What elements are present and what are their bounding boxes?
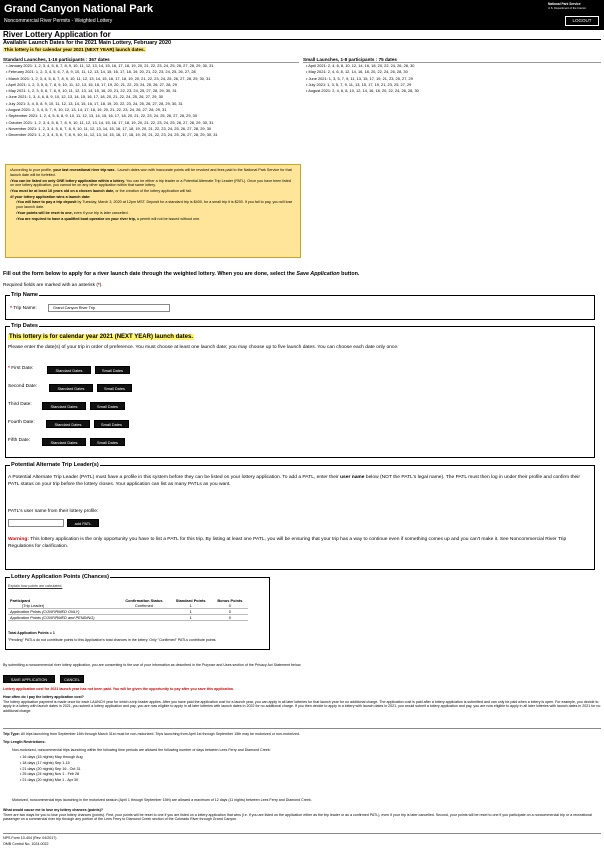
header-bar (0, 0, 604, 30)
trip-dates-legend: Trip Dates (11, 323, 39, 329)
list-item: • May 2021: 1, 2, 3, 5, 6, 7, 8, 9, 10, 11, 12, 13, 14, 15, 16, 20, 21, 22, 23, 24, 25, 27, 28, 29, 30, 31 (6, 88, 300, 94)
total-points: Total Application Points = 1 (8, 631, 55, 635)
small-dates-list (306, 63, 600, 94)
list-item: • November 2021: 1, 2, 3, 4, 5, 6, 7, 8, 9, 10, 11, 12, 13, 14, 15, 16, 17, 18, 19, 20, 21, 22, 23, 24, 25, 26, 27, 28, 29, 30 (6, 126, 300, 132)
standard-launches-heading: Standard Launches, 1-16 participants : 367 dates (3, 57, 299, 63)
third-standard-dates-button[interactable]: Standard Dates (42, 402, 86, 410)
patl-instructions: A Potential Alternate Trip Leader (PATL) must have a profile in this system before they can be listed on your lottery application. To add a PATL, enter their user name below (NOT the PATL's legal name). The PATL must then log in under their profile and confirm their PATL status on your trip before the lottery closes. Your application can list as many PATLs as you want. (8, 475, 580, 488)
notice-age: • You must be at least 18 years old on a chosen launch date, or the creation of the lottery application will fail. (10, 189, 296, 194)
small-launches-heading: Small Launches, 1-8 participants : 75 dates (303, 57, 601, 63)
table-row: Application Points (CONFIRMED and PENDING) 1 0 (8, 615, 248, 621)
first-date-label: * First Date: (8, 366, 34, 371)
list-item: • September 2021: 1, 2, 4, 5, 6, 8, 9, 10, 11, 12, 13, 14, 15, 16, 17, 18, 20, 21, 22, 23, 24, 25, 26, 27, 28, 29, 30 (6, 113, 300, 119)
nps-dept: U.S. Department of the Interior (548, 5, 587, 10)
pending-note: "Pending" PATLs do not contribute points to this Application's total chances in the lottery. Only "Confirmed" PATLs contribute points. (8, 638, 217, 642)
cancel-button[interactable]: CANCEL (60, 675, 84, 683)
notice-box (5, 164, 301, 258)
list-item: • July 2021: 1, 3, 5, 7, 9, 11, 13, 15, 17, 19, 21, 23, 25, 27, 29 (306, 82, 600, 88)
table-row: Application Points (CONFIRMED ONLY) 1 0 (8, 609, 248, 615)
logout-button[interactable]: LOGOUT (565, 16, 599, 26)
lose-answer: There are two ways for you to lose your lottery chances (points). First, your points will be reset to one if you are listed on a lottery application that wins (i.e. if you are listed on the application either as the trip leader or as a confirmed PATL), even if your trip is later cancelled. Second, your points will be reset to one if you participate on a noncommercial trip or a recreational passenger on a commercial river trip through any portion of the Lees Ferry to Diamond Creek section of the Colorado River through Grand Canyon. (3, 813, 592, 822)
form-instructions: Fill out the form below to apply for a river launch date through the weighted lottery. When you are done, select the Save Application button. (3, 271, 360, 277)
page-title: River Lottery Application for (3, 30, 111, 39)
points-table (8, 597, 248, 621)
header-confirmation: Confirmation Status (125, 597, 163, 603)
list-item: • 16 days (15 nights) May through Aug (20, 755, 83, 761)
divider (3, 728, 601, 729)
list-item: • March 2021: 1, 2, 3, 4, 5, 6, 7, 8, 9, 10, 11, 12, 13, 14, 15, 16, 17, 18, 19, 20, 21, 22, 23, 24, 25, 26, 27, 28, 29, 30, 31 (6, 76, 300, 82)
fifth-date-label: Fifth Date: (8, 438, 31, 443)
second-small-dates-button[interactable]: Small Dates (97, 384, 132, 392)
standard-dates-list (6, 63, 300, 139)
list-item: • April 2021: 1, 2, 3, 5, 6, 7, 8, 9, 10, 11, 12, 13, 15, 16, 17, 19, 20, 21, 22, 23, 24, 25, 26, 27, 28, 29 (6, 82, 300, 88)
required-note: Required fields are marked with an asterisk (*). (3, 283, 103, 288)
privacy-consent: By submitting a noncommercial river lottery application, you are consenting to the use of your information as described in the Purpose and Uses section of the Privacy Act Statement below. (3, 663, 302, 667)
notice-win: • If your lottery application wins a launch date: • You will have to pay a trip deposit by Tuesday, March 3, 2020 at 12pm MST. Deposit for a standard trip is $400, for a small trip it is $200. If you fail to pay, you will lose your launch date. • Your points will be reset to one, even if your trip is later cancelled. • You are required to have a qualified boat operator on your river trip, a permit will not be issued without one. (10, 195, 296, 221)
patl-legend: Potential Alternate Trip Leader(s) (11, 462, 99, 468)
list-item: • June 2021: 1, 3, 4, 6, 8, 9, 10, 12, 13, 14, 15, 16, 17, 18, 20, 21, 22, 24, 25, 26, 27, 29, 30 (6, 94, 300, 100)
second-standard-dates-button[interactable]: Standard Dates (49, 384, 93, 392)
first-small-dates-button[interactable]: Small Dates (95, 366, 130, 374)
fifth-standard-dates-button[interactable]: Standard Dates (42, 438, 86, 446)
trip-type: Trip Type: All trips launching from September 16th through March 31st must be non-motorized. Trips launching from April 1st through September 15th may be motorized or non-motorized. (3, 732, 300, 736)
third-date-label: Third Date: (8, 402, 32, 407)
notice-boat-operator: • You are required to have a qualified boat operator on your river trip, a permit will not be issued without one. (16, 217, 296, 222)
trip-length-heading: Trip Length Restrictions: (3, 740, 46, 744)
trip-dates-lottery-note: This lottery is for calendar year 2021 (NEXT YEAR) launch dates. (9, 334, 193, 340)
notice-points-reset: • Your points will be reset to one, even if your trip is later cancelled. (16, 211, 296, 216)
second-date-label: Second Date: (8, 384, 38, 389)
header-standard-points: Standard Points (175, 597, 206, 603)
form-number: NPS Form 10-404 (Rev. 04/2017) (3, 836, 57, 840)
points-legend: Lottery Application Points (Chances) (11, 574, 110, 580)
list-item: • August 2021: 2, 4, 6, 8, 10, 12, 14, 16, 18, 20, 22, 24, 26, 28, 30 (306, 88, 600, 94)
first-standard-dates-button[interactable]: Standard Dates (47, 366, 91, 374)
nonmotor-intro: Non-motorized, noncommercial trips launching within the following time periods are allowed the following number of days between Lees Ferry and Diamond Creek: (12, 748, 271, 752)
motor-text: Motorized, noncommercial trips launching in the motorized season (April 1 through September 15th) are allowed a maximum of 12 days (11 nights) between Lees Ferry and Diamond Creek. (12, 798, 312, 802)
fourth-standard-dates-button[interactable]: Standard Dates (46, 420, 90, 428)
list-item: • August 2021: 2, 3, 4, 5, 7, 9, 10, 12, 13, 14, 17, 18, 19, 20, 21, 22, 23, 24, 26, 27, 28, 29, 31 (6, 107, 300, 113)
list-item: • April 2021: 2, 4, 6, 8, 10, 12, 14, 16, 18, 20, 22, 24, 26, 28, 30 (306, 63, 600, 69)
lose-question: What would cause me to lose my lottery chances (points)? (3, 808, 104, 812)
patl-username-label: PATL's user name from their lottery profile: (8, 509, 99, 514)
add-patl-button[interactable]: add PATL (67, 519, 99, 527)
list-item: • January 2021: 1, 2, 3, 4, 5, 6, 7, 8, 9, 10, 11, 12, 13, 14, 15, 16, 17, 18, 19, 20, 21, 22, 23, 24, 25, 26, 27, 28, 29, 30, 31 (6, 63, 300, 69)
omb-number: OMB Control No. 1024-0022 (3, 842, 49, 846)
list-item: • February 2021: 1, 2, 3, 4, 5, 6, 7, 8, 9, 10, 11, 12, 13, 14, 15, 16, 17, 18, 19, 20, 21, 22, 23, 24, 25, 26, 27, 28 (6, 69, 300, 75)
fee-warning: Lottery application cost for 2021 launch year has not been paid. You will be given the opportunity to pay after you save this application. (3, 687, 235, 691)
list-item: • 21 days (20 nights) Sep 16 - Oct 31 (20, 767, 83, 773)
list-item: • 21 days (20 nights) Mar 1 - Apr 30 (20, 778, 83, 784)
available-dates-heading: Available Launch Dates for the 2021 Main Lottery, February 2020 (3, 40, 172, 46)
list-item: • July 2021: 3, 4, 5, 8, 9, 10, 11, 12, 13, 14, 15, 16, 17, 18, 19, 20, 22, 23, 24, 25, 26, 27, 28, 29, 30, 31 (6, 101, 300, 107)
nps-name: National Park Service (548, 2, 581, 6)
pay-answer: The lottery application payment is made once for each LAUNCH year for which a trip leader applies. After you have paid the application cost for a launch year, you can apply in all later lotteries for that launch year for no additional charge. The application cost is paid after a lottery application is submitted and can only be paid when a lottery is open. For example, you decide to apply in a lottery with launch dates in 2021, you submit a lottery application and pay, you are now eligible to apply in all later lotteries with launch dates in 2022 for no additional charge. If you then decide to apply in a lottery with launch dates in 2021, you would submit a lottery application and pay, you are now eligible to apply in all later lotteries with launch dates in 2021 for no additional charge. (3, 700, 601, 713)
trip-name-label: * Trip Name: (10, 306, 37, 311)
fourth-small-dates-button[interactable]: Small Dates (94, 420, 129, 428)
list-item: • October 2021: 1, 2, 3, 4, 5, 6, 7, 8, 9, 10, 11, 12, 13, 14, 15, 16, 17, 18, 19, 20, 21, 22, 23, 24, 25, 26, 27, 28, 29, 30, 31 (6, 120, 300, 126)
list-item: • 18 days (17 nights) Sep 1-15 (20, 761, 83, 767)
third-small-dates-button[interactable]: Small Dates (90, 402, 125, 410)
trip-name-input[interactable]: Grand Canyon River Trip (48, 304, 170, 312)
notice-one-application: • You can be listed on only ONE lottery application within a lottery. You can be either a trip leader or a Potential Alternate Trip Leader (PATL). Once you have been listed on one lottery application, you cannot be on any other application within that same lottery. (10, 179, 296, 188)
trip-name-legend: Trip Name (11, 292, 39, 298)
notice-deposit: • You will have to pay a trip deposit by Tuesday, March 3, 2020 at 12pm MST. Deposit for a standard trip is $400, for a small trip it is $200. If you fail to pay, you will lose your launch date. (16, 200, 296, 209)
list-item: • 25 days (24 nights) Nov 1 - Feb 28 (20, 772, 83, 778)
trip-dates-instructions: Please enter the date(s) of your trip in order of preference. You must choose at least one launch date; you may choose up to five launch dates. You can choose each date only once. (8, 345, 399, 350)
list-item: • December 2021: 1, 2, 3, 4, 5, 6, 7, 8, 9, 10, 11, 12, 13, 14, 15, 16, 17, 18, 19, 20, 21, 22, 23, 24, 25, 26, 27, 28, 29, 30, 31 (6, 132, 300, 138)
table-row: (Trip Leader) Confirmed 1 0 (8, 603, 248, 609)
header-participant: Participant (10, 597, 31, 603)
patl-username-input[interactable] (8, 519, 64, 527)
notice-profile: • According to your profile, your last recreational river trip was . Launch dates won with inaccurate points will be revoked and fees paid to the National Park Service for that launch date will be forfeited. (10, 168, 296, 177)
list-item: • June 2021: 1, 3, 5, 7, 9, 11, 13, 15, 17, 19, 21, 23, 25, 27, 29 (306, 76, 600, 82)
fourth-date-label: Fourth Date: (8, 420, 35, 425)
app-subtitle: Noncommercial River Permits - Weighted Lottery (4, 18, 113, 24)
explain-points-link[interactable]: Explain how points are calculated. (8, 584, 63, 588)
header-bonus-points: Bonus Points (217, 597, 243, 603)
pay-question: How often do I pay the lottery application cost? (3, 695, 84, 699)
save-application-button[interactable]: SAVE APPLICATION (3, 675, 55, 683)
park-title: Grand Canyon National Park (4, 3, 154, 15)
trip-length-list (20, 755, 83, 784)
list-item: • May 2021: 2, 4, 6, 8, 12, 14, 16, 18, 20, 22, 24, 26, 28, 30 (306, 69, 600, 75)
fifth-small-dates-button[interactable]: Small Dates (90, 438, 125, 446)
divider (3, 833, 601, 834)
nps-logo (548, 3, 602, 10)
lottery-year-note: This lottery is for calendar year 2021 (NEXT YEAR) launch dates. (4, 47, 145, 52)
patl-warning: Warning: This lottery application is the only opportunity you have to list a PATL for this trip. By listing at least one PATL, you will be ensuring that your trip has a way to continue even if something comes up and you can't make it. See Noncommercial River Trip Regulations for clarification. (8, 537, 567, 550)
